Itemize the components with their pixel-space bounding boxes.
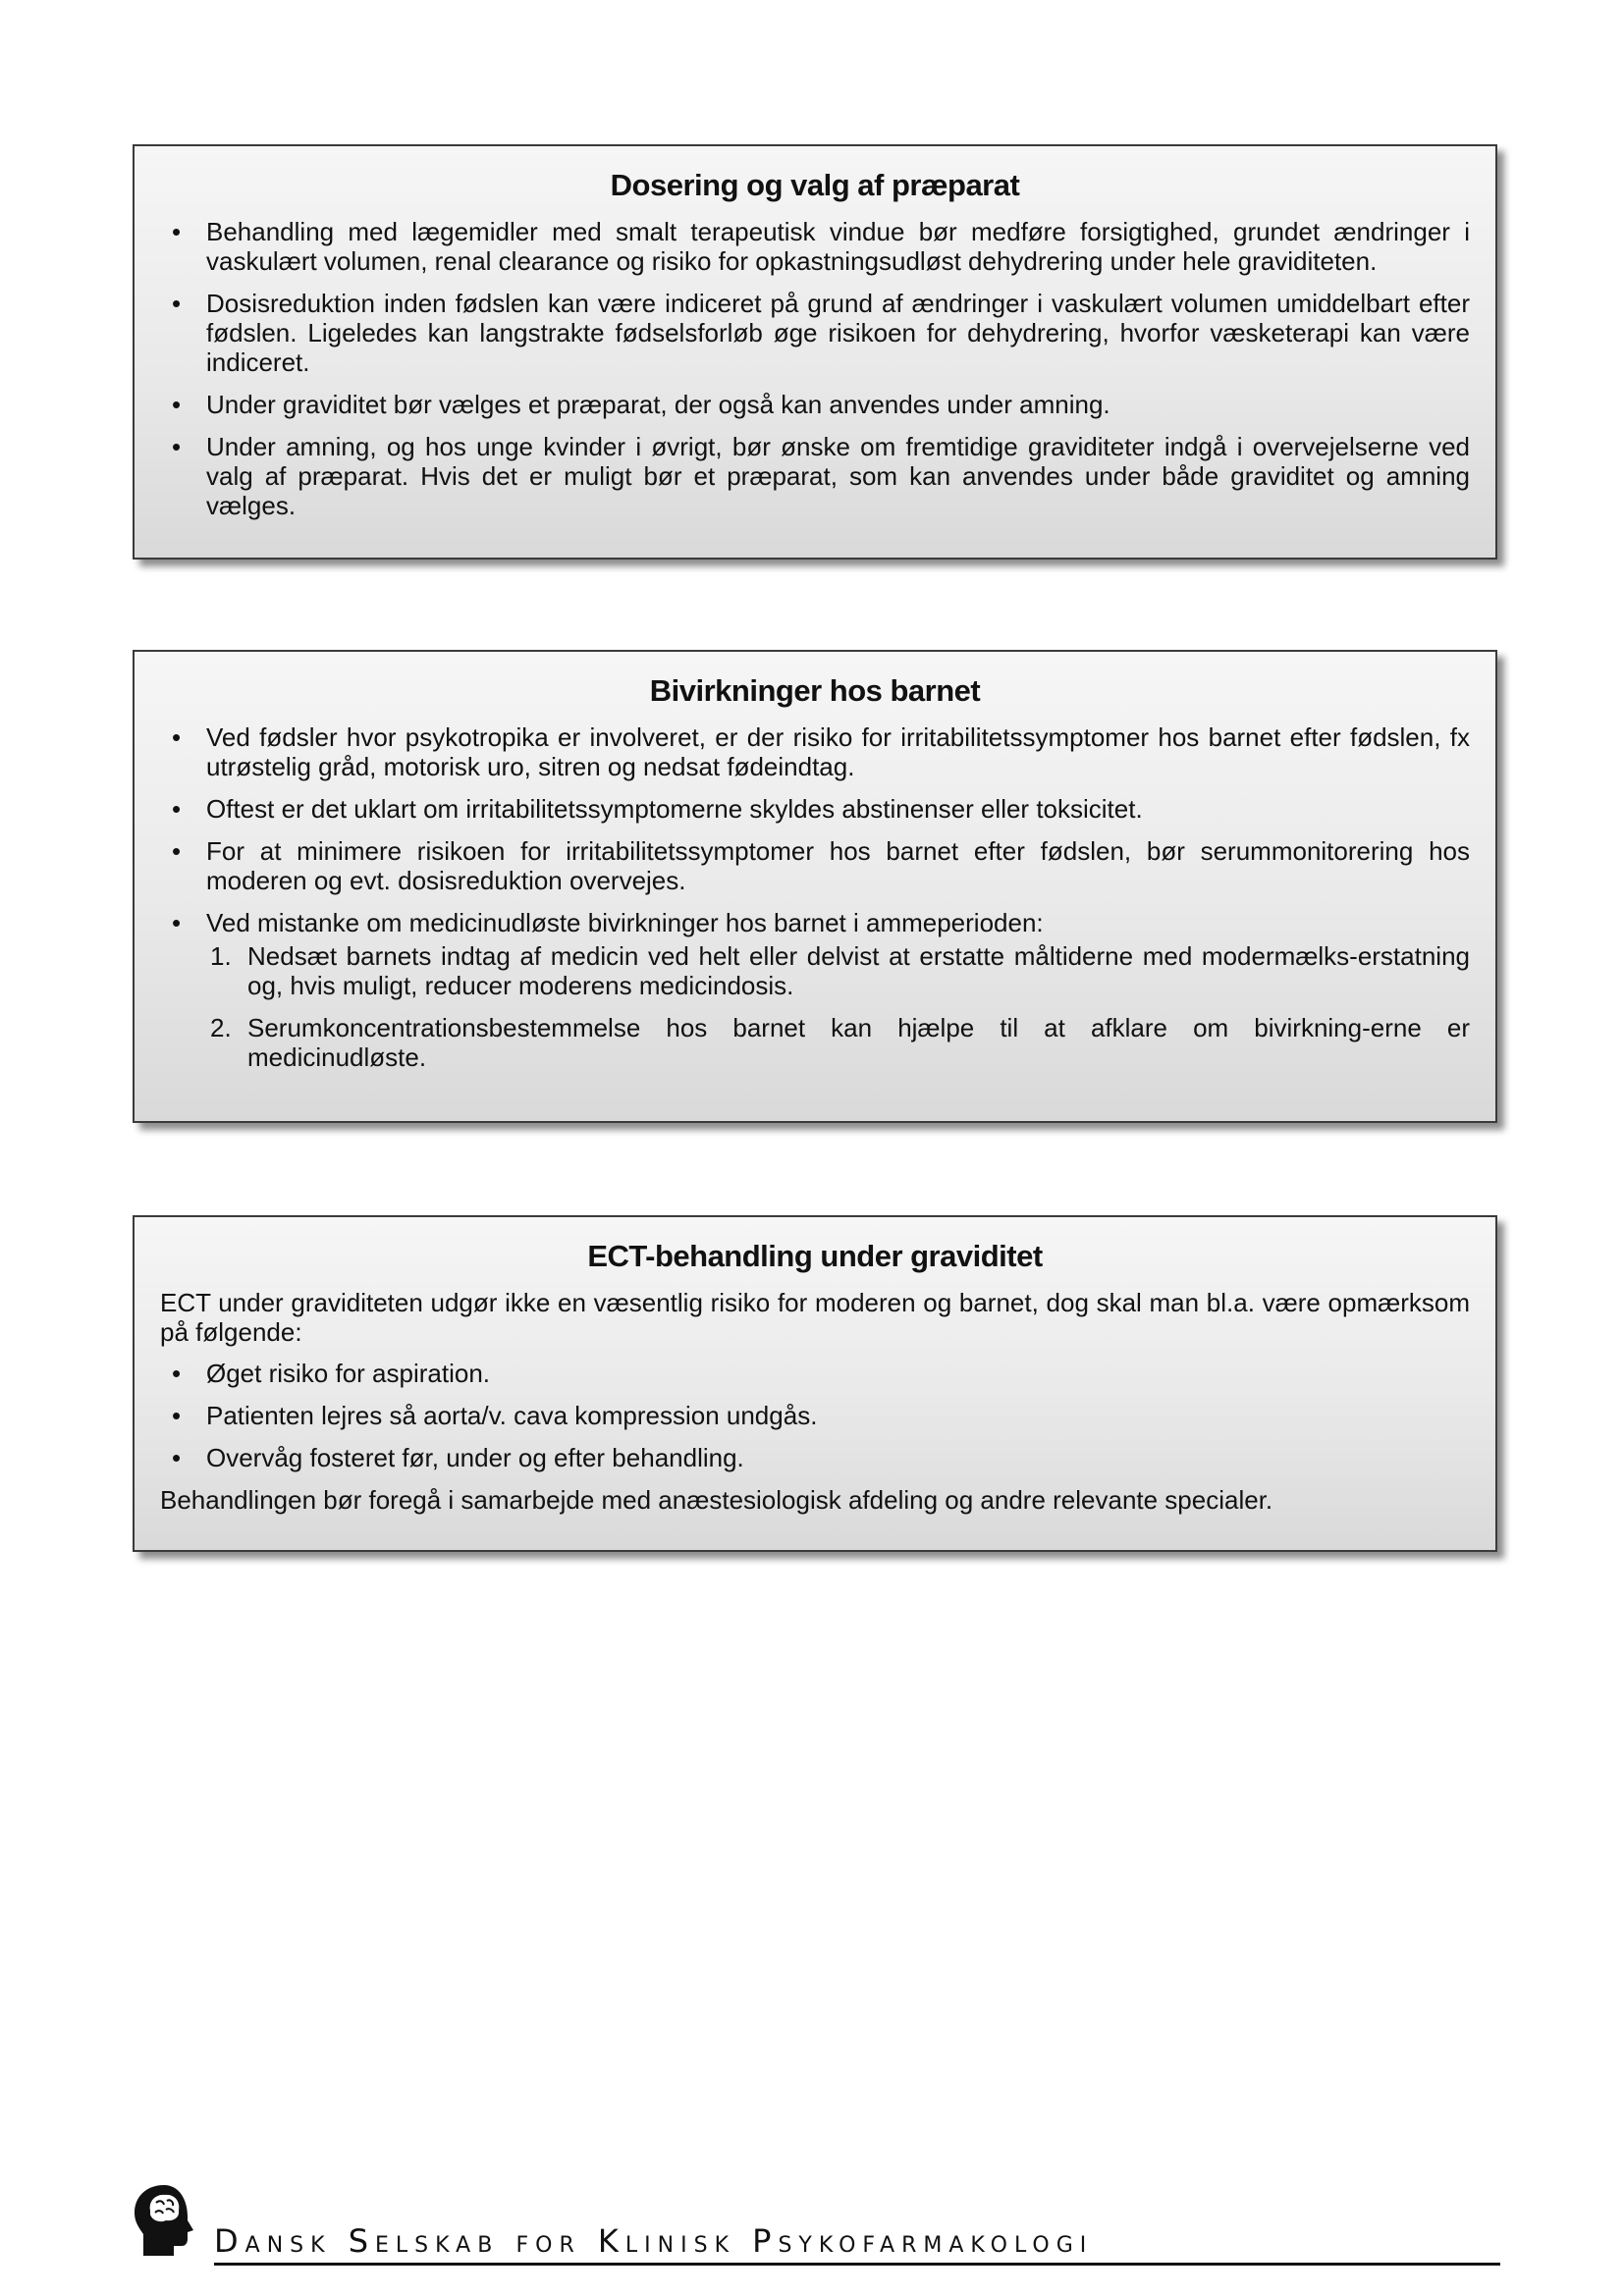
list-item: • Oftest er det uklart om irritabilitetssymptomerne skyldes abstinenser eller toksicitet. xyxy=(172,794,1143,824)
item-number: 2. xyxy=(210,1013,232,1042)
section-bivirkninger xyxy=(133,650,1497,1123)
numbered-item: 2. Serumkoncentrationsbestemmelse hos barnet kan hjælpe til at afklare om bivirkning-erne er medicinudløste. xyxy=(210,1013,1470,1072)
bullet-icon: • xyxy=(172,1443,182,1472)
bullet-icon: • xyxy=(172,722,182,752)
list-item: • Øget risiko for aspiration. xyxy=(172,1359,491,1388)
section-dosering xyxy=(133,144,1497,560)
bullet-icon: • xyxy=(172,1359,182,1388)
bullet-icon: • xyxy=(172,217,182,246)
numbered-item: 1. Nedsæt barnets indtag af medicin ved helt eller delvist at erstatte måltiderne med modermælks-erstatning og, hvis muligt, reducer moderens medicindosis. xyxy=(210,941,1470,1000)
section-title: Bivirkninger hos barnet xyxy=(649,673,981,708)
list-item: • Behandling med lægemidler med smalt terapeutisk vindue bør medføre forsigtighed, grundet ændringer i vaskulært volumen, renal clearance og risiko for opkastningsudløst dehydrering under hele graviditeten. xyxy=(172,217,1470,276)
bullet-icon: • xyxy=(172,390,182,419)
bullet-icon: • xyxy=(172,794,182,824)
bullet-icon: • xyxy=(172,908,182,937)
list-item: • Under amning, og hos unge kvinder i øvrigt, bør ønske om fremtidige graviditeter indgå i overvejelserne ved valg af præparat. Hvis det er muligt bør et præparat, som kan anvendes under både graviditet og amning vælges. xyxy=(172,432,1470,520)
section-title: ECT-behandling under graviditet xyxy=(587,1239,1043,1273)
bullet-icon: • xyxy=(172,432,182,461)
item-number: 1. xyxy=(210,941,232,971)
bullet-icon: • xyxy=(172,289,182,318)
footer xyxy=(131,2181,1505,2260)
list-item: • Under graviditet bør vælges et præparat, der også kan anvendes under amning. xyxy=(172,390,1110,419)
bullet-list xyxy=(160,1359,1470,1472)
list-item: • For at minimere risikoen for irritabilitetssymptomer hos barnet efter fødslen, bør serummonitorering hos moderen og evt. dosisreduktion overvejes. xyxy=(172,836,1470,895)
list-item: • Overvåg fosteret før, under og efter behandling. xyxy=(172,1443,744,1472)
intro-text: ECT under graviditeten udgør ikke en væsentlig risiko for moderen og barnet, dog skal man bl.a. være opmærksom på følgende: xyxy=(160,1288,1470,1347)
section-ect xyxy=(133,1215,1497,1552)
list-item: • Ved mistanke om medicinudløste bivirkninger hos barnet i ammeperioden: xyxy=(172,908,1044,937)
bullet-icon: • xyxy=(172,1401,182,1430)
list-item: • Patienten lejres så aorta/v. cava kompression undgås. xyxy=(172,1401,818,1430)
bullet-list xyxy=(160,722,1470,937)
head-brain-logo-icon xyxy=(131,2181,199,2260)
list-item: • Ved fødsler hvor psykotropika er involveret, er der risiko for irritabilitetssymptomer hos barnet efter fødslen, fx utrøstelig gråd, motorisk uro, sitren og nedsat fødeindtag. xyxy=(172,722,1470,781)
bullet-icon: • xyxy=(172,836,182,866)
list-item: • Dosisreduktion inden fødslen kan være indiceret på grund af ændringer i vaskulært volumen umiddelbart efter fødslen. Ligeledes kan langstrakte fødselsforløb øge risikoen for dehydrering, hvorfor væsketerapi kan være indiceret. xyxy=(172,289,1470,377)
section-title: Dosering og valg af præparat xyxy=(610,168,1020,202)
outro-text: Behandlingen bør foregå i samarbejde med anæstesiologisk afdeling og andre relevante specialer. xyxy=(160,1485,1273,1515)
organization-name: Dansk Selskab for Klinisk Psykofarmakologi xyxy=(214,2222,1500,2266)
numbered-list xyxy=(160,941,1470,1072)
bullet-list xyxy=(160,217,1470,520)
